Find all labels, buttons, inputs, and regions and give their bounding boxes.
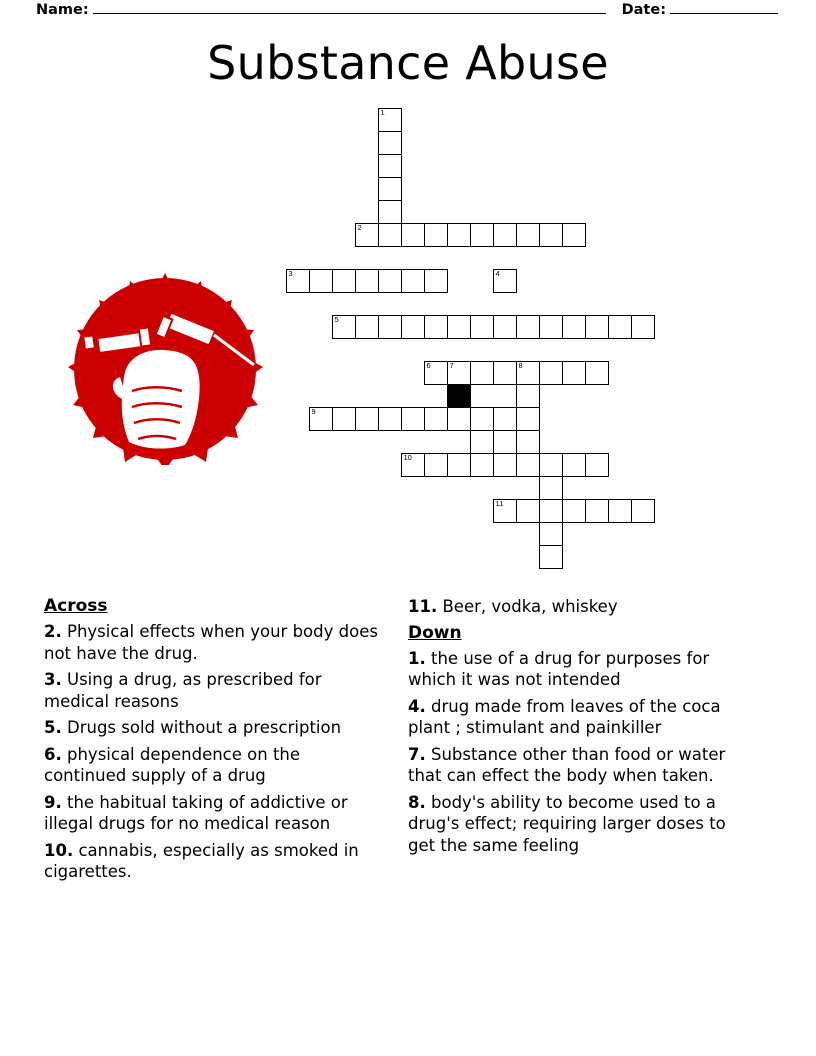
crossword-cell[interactable] bbox=[516, 407, 540, 431]
crossword-cell[interactable] bbox=[424, 223, 448, 247]
crossword-cell[interactable] bbox=[493, 223, 517, 247]
clues-section bbox=[44, 596, 774, 956]
crossword-cell[interactable] bbox=[562, 315, 586, 339]
crossword-cell[interactable] bbox=[516, 384, 540, 408]
clue-text: the habitual taking of addictive or illegal drugs for no medical reason bbox=[44, 792, 348, 833]
clue-number: 6. bbox=[44, 744, 62, 764]
page-title: Substance Abuse bbox=[207, 36, 609, 90]
cell-number: 8 bbox=[518, 361, 523, 370]
crossword-cell[interactable] bbox=[493, 315, 517, 339]
crossword-cell[interactable] bbox=[378, 407, 402, 431]
clue-text: Using a drug, as prescribed for medical reasons bbox=[44, 670, 322, 711]
clue-number: 7. bbox=[408, 744, 426, 764]
crossword-cell[interactable] bbox=[608, 499, 632, 523]
crossword-cell[interactable] bbox=[378, 177, 402, 201]
clue-number: 2. bbox=[44, 622, 62, 641]
crossword-cell[interactable] bbox=[424, 453, 448, 477]
cell-number: 7 bbox=[449, 361, 454, 370]
clue-number: 3. bbox=[44, 670, 62, 689]
clue-across-9 bbox=[44, 792, 384, 835]
crossword-grid[interactable] bbox=[286, 108, 686, 594]
crossword-cell[interactable] bbox=[562, 223, 586, 247]
crossword-cell[interactable] bbox=[562, 453, 586, 477]
cell-number: 2 bbox=[357, 223, 362, 232]
crossword-cell[interactable] bbox=[470, 453, 494, 477]
clue-text: Substance other than food or water that can effect the body when taken. bbox=[408, 744, 726, 785]
crossword-cell[interactable] bbox=[378, 269, 402, 293]
clues-column-across bbox=[44, 596, 384, 888]
cell-number: 3 bbox=[288, 269, 293, 278]
crossword-cell[interactable] bbox=[378, 223, 402, 247]
crossword-cell[interactable] bbox=[539, 223, 563, 247]
crossword-cell[interactable] bbox=[332, 269, 356, 293]
cell-number: 10 bbox=[403, 453, 412, 462]
crossword-cell[interactable] bbox=[355, 407, 379, 431]
clue-down-8 bbox=[408, 792, 748, 857]
crossword-cell[interactable] bbox=[516, 361, 540, 385]
name-date-line bbox=[36, 2, 780, 18]
clue-text: Drugs sold without a prescription bbox=[67, 718, 342, 737]
date-write-line[interactable] bbox=[670, 12, 778, 14]
cell-number: 9 bbox=[311, 407, 316, 416]
name-write-line[interactable] bbox=[93, 12, 606, 14]
across-heading: Across bbox=[44, 596, 108, 616]
crossword-cell[interactable] bbox=[447, 361, 471, 385]
crossword-cell[interactable] bbox=[493, 269, 517, 293]
clue-text: Physical effects when your body does not have the drug. bbox=[44, 622, 378, 663]
crossword-cell[interactable] bbox=[493, 361, 517, 385]
crossword-cell[interactable] bbox=[493, 499, 517, 523]
crossword-cell[interactable] bbox=[516, 223, 540, 247]
crossword-cell[interactable] bbox=[378, 154, 402, 178]
crossword-cell[interactable] bbox=[516, 499, 540, 523]
crossword-cell[interactable] bbox=[355, 269, 379, 293]
clue-down-4 bbox=[408, 696, 748, 739]
crossword-cell[interactable] bbox=[401, 223, 425, 247]
clue-text: Beer, vodka, whiskey bbox=[442, 597, 618, 616]
crossword-cell[interactable] bbox=[493, 453, 517, 477]
clue-text: drug made from leaves of the coca plant ; stimulant and painkiller bbox=[408, 696, 721, 737]
crossword-cell[interactable] bbox=[401, 315, 425, 339]
crossword-cell[interactable] bbox=[424, 407, 448, 431]
clue-text: cannabis, especially as smoked in cigarettes. bbox=[44, 840, 359, 881]
crossword-cell[interactable] bbox=[378, 131, 402, 155]
clue-number: 5. bbox=[44, 718, 62, 737]
crossword-cell[interactable] bbox=[447, 315, 471, 339]
crossword-cell[interactable] bbox=[447, 223, 471, 247]
clue-across-6 bbox=[44, 744, 384, 787]
clue-down-1 bbox=[408, 648, 748, 691]
crossword-cell[interactable] bbox=[401, 407, 425, 431]
crossword-cell[interactable] bbox=[585, 361, 609, 385]
crossword-cell[interactable] bbox=[539, 315, 563, 339]
crossword-cell[interactable] bbox=[539, 545, 563, 569]
crossword-cell[interactable] bbox=[424, 361, 448, 385]
crossword-cell[interactable] bbox=[631, 315, 655, 339]
name-label: Name: bbox=[36, 2, 89, 18]
crossword-cell[interactable] bbox=[378, 315, 402, 339]
down-heading: Down bbox=[408, 622, 462, 643]
clue-across-10 bbox=[44, 840, 384, 883]
cell-number: 1 bbox=[380, 108, 385, 117]
clues-column-down bbox=[408, 596, 748, 861]
crossword-cell[interactable] bbox=[447, 453, 471, 477]
clue-number: 4. bbox=[408, 696, 426, 716]
crossword-cell[interactable] bbox=[493, 407, 517, 431]
crossword-cell[interactable] bbox=[401, 269, 425, 293]
date-label: Date: bbox=[621, 2, 666, 18]
crossword-cell[interactable] bbox=[539, 499, 563, 523]
crossword-cell[interactable] bbox=[585, 453, 609, 477]
crossword-cell[interactable] bbox=[608, 315, 632, 339]
crossword-cell[interactable] bbox=[539, 476, 563, 500]
crossword-cell[interactable] bbox=[539, 453, 563, 477]
crossword-cell[interactable] bbox=[332, 407, 356, 431]
clue-across-5 bbox=[44, 717, 384, 739]
crossword-cell[interactable] bbox=[631, 499, 655, 523]
crossword-cell[interactable] bbox=[286, 269, 310, 293]
clue-number: 11. bbox=[408, 597, 438, 616]
cell-number: 5 bbox=[334, 315, 339, 324]
crossword-cell[interactable] bbox=[447, 407, 471, 431]
clue-number: 9. bbox=[44, 792, 62, 812]
crossword-cell[interactable] bbox=[539, 361, 563, 385]
clue-number: 8. bbox=[408, 792, 426, 812]
clue-across-2 bbox=[44, 621, 384, 664]
crossword-cell[interactable] bbox=[378, 108, 402, 132]
clue-across-3 bbox=[44, 669, 384, 712]
crossword-cell[interactable] bbox=[585, 499, 609, 523]
cell-number: 4 bbox=[495, 269, 500, 278]
crossword-cell[interactable] bbox=[562, 499, 586, 523]
crossword-cell[interactable] bbox=[516, 430, 540, 454]
crossword-cell[interactable] bbox=[355, 223, 379, 247]
clue-number: 1. bbox=[408, 648, 426, 668]
clue-text: body's ability to become used to a drug's effect; requiring larger doses to get the same feeling bbox=[408, 792, 726, 855]
crossword-cell[interactable] bbox=[401, 453, 425, 477]
crossword-cell[interactable] bbox=[585, 315, 609, 339]
crossword-cell[interactable] bbox=[470, 223, 494, 247]
crossword-cell[interactable] bbox=[309, 407, 333, 431]
crossword-cell[interactable] bbox=[470, 361, 494, 385]
crossword-cell[interactable] bbox=[470, 315, 494, 339]
crossword-cell[interactable] bbox=[355, 315, 379, 339]
crossword-cell[interactable] bbox=[424, 315, 448, 339]
clue-across-11 bbox=[408, 596, 748, 618]
fist-holding-syringe-icon bbox=[54, 273, 276, 465]
cell-number: 11 bbox=[495, 499, 504, 508]
clue-down-7 bbox=[408, 744, 748, 787]
crossword-cell[interactable] bbox=[424, 269, 448, 293]
crossword-cell[interactable] bbox=[470, 430, 494, 454]
cell-number: 6 bbox=[426, 361, 431, 370]
crossword-cell[interactable] bbox=[516, 453, 540, 477]
crossword-cell[interactable] bbox=[470, 407, 494, 431]
crossword-cell[interactable] bbox=[516, 315, 540, 339]
crossword-cell[interactable] bbox=[378, 200, 402, 224]
clue-number: 10. bbox=[44, 840, 74, 860]
clue-text: the use of a drug for purposes for which it was not intended bbox=[408, 648, 710, 689]
crossword-cell bbox=[447, 384, 471, 408]
crossword-cell[interactable] bbox=[539, 522, 563, 546]
crossword-cell[interactable] bbox=[332, 315, 356, 339]
clue-text: physical dependence on the continued supply of a drug bbox=[44, 744, 301, 785]
crossword-cell[interactable] bbox=[562, 361, 586, 385]
crossword-cell[interactable] bbox=[309, 269, 333, 293]
